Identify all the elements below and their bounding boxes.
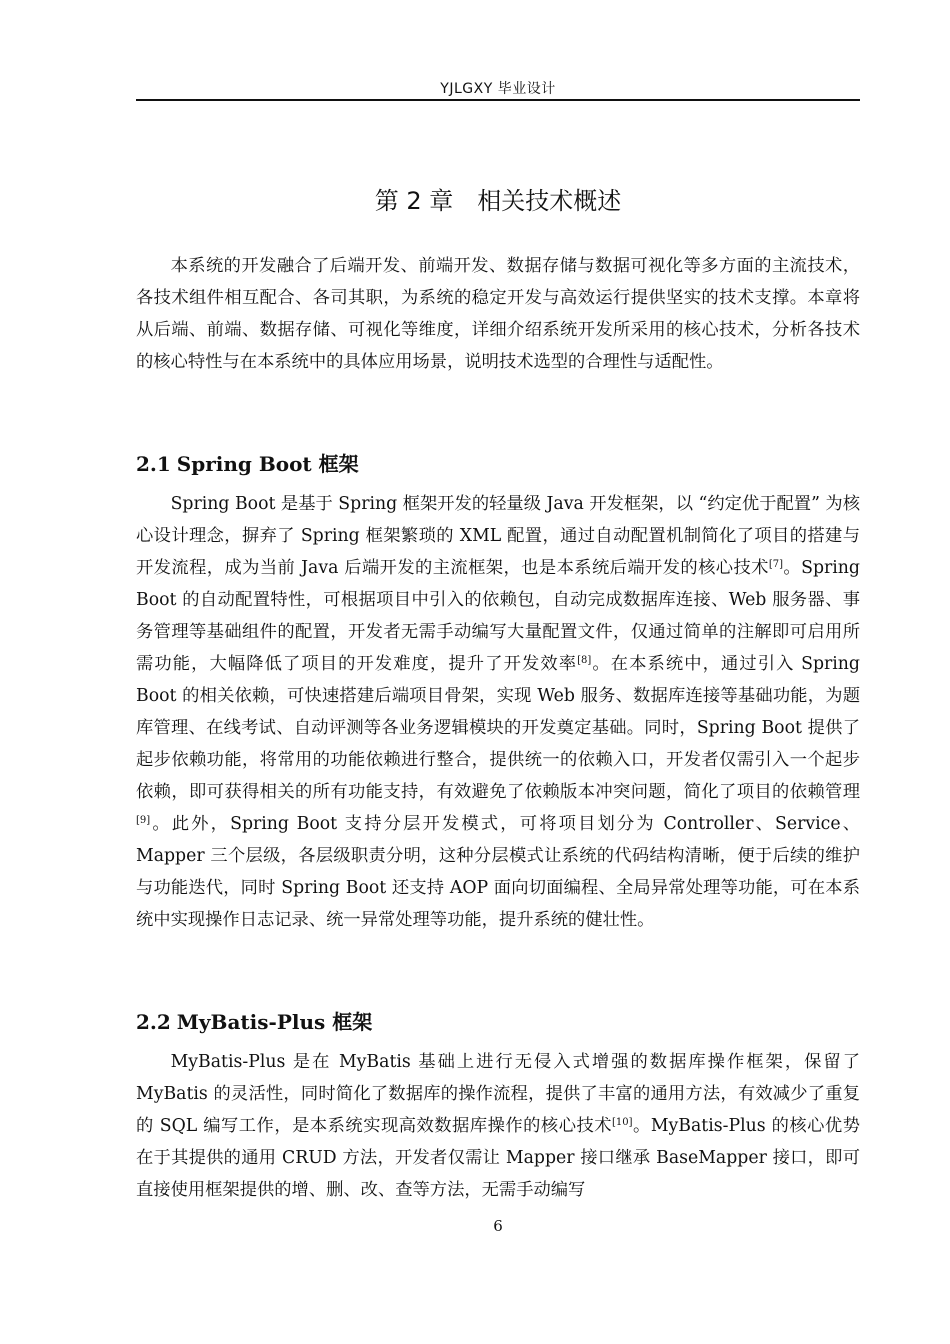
paragraph-text: Spring Boot 是基于 Spring 框架开发的轻量级 Java 开发框架，以 “约定优于配置” 为核心设计理念，摒弃了 Spring 框架繁琐的 XML 配置，通过自动配置机制简化了项目的搭建与开发流程，成为当前 Java 后端开发的主流框架，也是本系统后端开发的核心技术 [136,494,860,578]
paragraph-text: 。Spring Boot 的自动配置特性，可根据项目中引入的依赖包，自动完成数据库连接、Web 服务器、事务管理等基础组件的配置，开发者无需手动编写大量配置文件，仅通过简单的注解即可启用所需功能，大幅降低了项目的开发难度，提升了开发效率 [136,558,860,674]
section-heading-2-2 [136,1006,860,1038]
section-2-2-paragraph [136,1046,860,1206]
section-2-1-paragraph [136,488,860,936]
page-number: 6 [493,1217,503,1235]
paragraph-text: 。在本系统中，通过引入 Spring Boot 的相关依赖，可快速搭建后端项目骨架，实现 Web 服务、数据库连接等基础功能，为题库管理、在线考试、自动评测等各业务逻辑模块的开发奠定基础。同时，Spring Boot 提供了起步依赖功能，将常用的功能依赖进行整合，提供统一的依赖入口，开发者仅需引入一个起步依赖，即可获得相关的所有功能支持，有效避免了依赖版本冲突问题，简化了项目的依赖管理 [136,654,860,802]
citation-marker: [9] [136,815,151,826]
citation-marker: [8] [577,655,592,666]
paragraph-text: 。此外，Spring Boot 支持分层开发模式，可将项目划分为 Controller、Service、Mapper 三个层级，各层级职责分明，这种分层模式让系统的代码结构清晰，便于后续的维护与功能迭代，同时 Spring Boot 还支持 AOP 面向切面编程、全局异常处理等功能，可在本系统中实现操作日志记录、统一异常处理等功能，提升系统的健壮性。 [136,814,860,930]
header-rule [136,99,860,101]
running-header: YJLGXY 毕业设计 [440,81,556,97]
section-title-text: MyBatis-Plus 框架 [176,1010,373,1034]
section-number: 2.1 [136,452,171,476]
chapter-title: 第 2 章 相关技术概述 [374,187,622,215]
citation-marker: [10] [612,1117,633,1128]
citation-marker: [7] [768,559,784,570]
paragraph-text: MyBatis-Plus 是在 MyBatis 基础上进行无侵入式增强的数据库操作框架，保留了 MyBatis 的灵活性，同时简化了数据库的操作流程，提供了丰富的通用方法，有效减少了重复的 SQL 编写工作，是本系统实现高效数据库操作的核心技术 [136,1052,860,1136]
section-title-text: Spring Boot 框架 [176,452,359,476]
section-heading-2-1 [136,448,860,480]
section-number: 2.2 [136,1010,171,1034]
paragraph-text: 。MyBatis-Plus 的核心优势在于其提供的通用 CRUD 方法，开发者仅需让 Mapper 接口继承 BaseMapper 接口，即可直接使用框架提供的增、删、改、查等方法，无需手动编写 [136,1116,860,1200]
intro-paragraph: 本系统的开发融合了后端开发、前端开发、数据存储与数据可视化等多方面的主流技术，各技术组件相互配合、各司其职，为系统的稳定开发与高效运行提供坚实的技术支撑。本章将从后端、前端、数据存储、可视化等维度，详细介绍系统开发所采用的核心技术，分析各技术的核心特性与在本系统中的具体应用场景，说明技术选型的合理性与适配性。 [136,256,860,372]
